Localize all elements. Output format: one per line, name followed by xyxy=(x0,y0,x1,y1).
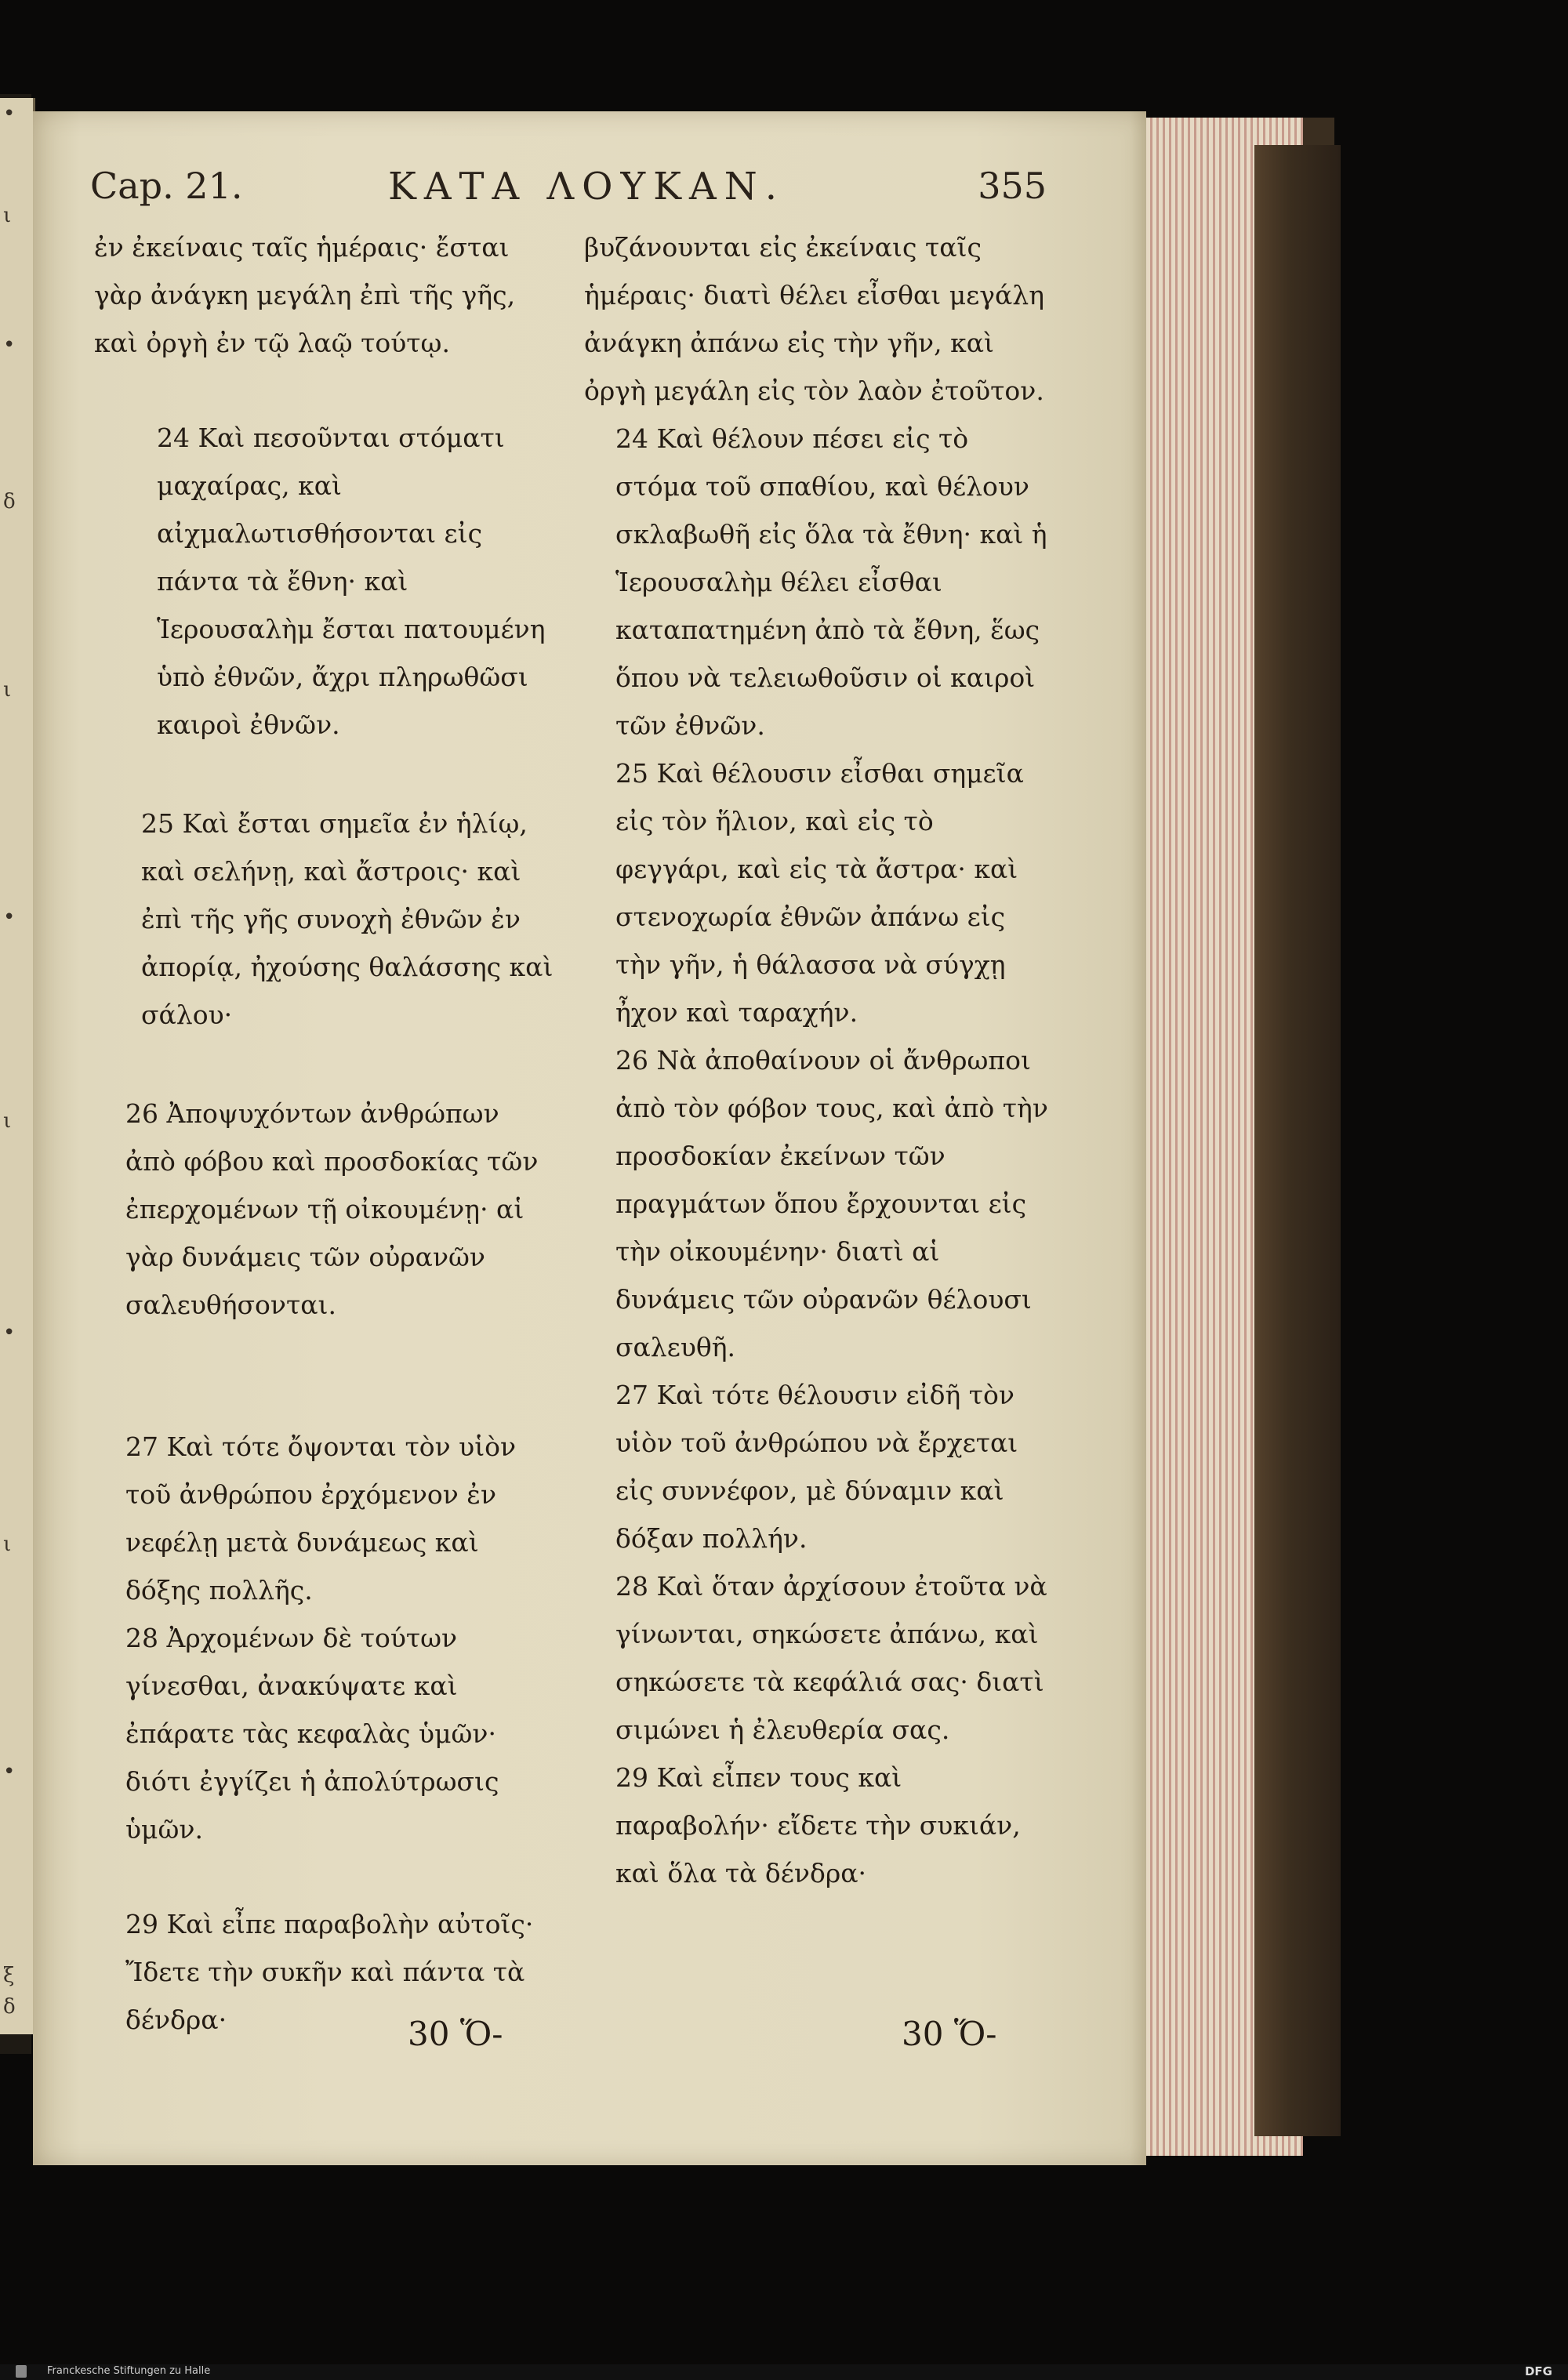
running-title: ΚΑΤΑ ΛΟΥΚΑΝ. xyxy=(388,165,785,209)
page-number: 355 xyxy=(978,165,1047,207)
verse-paragraph: ἐν ἐκείναις ταῖς ἡμέραις· ἔσται γὰρ ἀνάγκη μεγάλη ἐπὶ τῆς γῆς, καὶ ὀργὴ ἐν τῷ λαῷ τούτῳ. xyxy=(94,232,516,358)
viewer-footer xyxy=(0,2364,1568,2380)
verse-paragraph: 24 Καὶ πεσοῦνται στόματι μαχαίρας, καὶ αἰχμαλωτισθήσονται εἰς πάντα τὰ ἔθνη· καὶ Ἱερουσαλὴμ ἔσται πατουμένη ὑπὸ ἐθνῶν, ἄχρι πληρωθῶσι καιροὶ ἐθνῶν. xyxy=(157,423,546,740)
verse-paragraph: 26 Νὰ ἀποθαίνουν οἱ ἄνθρωποι ἀπὸ τὸν φόβον τους, καὶ ἀπὸ τὴν προσδοκίαν ἐκείνων τῶν πραγμάτων ὅπου ἔρχουνται εἰς τὴν οἰκουμένην· διατὶ αἱ δυνάμεις τῶν οὐρανῶν θέλουσι σαλευθῆ. xyxy=(615,1045,1048,1362)
verse-paragraph: 29 Καὶ εἶπε παραβολὴν αὐτοῖς· Ἴδετε τὴν συκῆν καὶ πάντα τὰ δένδρα· xyxy=(125,1909,534,2035)
margin-mark: • xyxy=(3,333,16,357)
margin-mark: ξ xyxy=(3,1964,15,1987)
running-head xyxy=(90,165,1047,219)
facing-page-edge xyxy=(0,98,35,2034)
verse-paragraph: 27 Καὶ τότε ὄψονται τὸν υἱὸν τοῦ ἀνθρώπου ἐρχόμενον ἐν νεφέλῃ μετὰ δυνάμεως καὶ δόξης πολλῆς. xyxy=(125,1431,517,1605)
book-spine xyxy=(1254,145,1341,2136)
verse-paragraph: 25 Καὶ ἔσται σημεῖα ἐν ἡλίῳ, καὶ σελήνῃ, καὶ ἄστροις· καὶ ἐπὶ τῆς γῆς συνοχὴ ἐθνῶν ἐν ἀπορίᾳ, ἠχούσης θαλάσσης καὶ σάλου· xyxy=(141,808,554,1030)
margin-mark: • xyxy=(3,102,16,125)
greek-column xyxy=(94,223,557,2044)
catchword-right: 30 Ὅ- xyxy=(902,2015,997,2053)
catchword-left: 30 Ὅ- xyxy=(408,2015,503,2053)
margin-mark: ι xyxy=(3,678,12,702)
verse-paragraph: 24 Καὶ θέλουν πέσει εἰς τὸ στόμα τοῦ σπαθίου, καὶ θέλουν σκλαβωθῆ εἰς ὅλα τὰ ἔθνη· καὶ ἡ Ἱερουσαλὴμ θέλει εἶσθαι καταπατημένη ἀπὸ τὰ ἔθνη, ἕως ὅπου νὰ τελειωθοῦσιν οἱ καιροὶ τῶν ἐθνῶν. xyxy=(615,423,1047,741)
dfg-logo: DFG xyxy=(1524,2364,1552,2378)
margin-mark: ι xyxy=(3,1533,12,1556)
institution-name: Franckesche Stiftungen zu Halle xyxy=(47,2365,211,2377)
margin-mark: ι xyxy=(3,1109,12,1133)
margin-mark: δ xyxy=(3,490,16,513)
margin-mark: • xyxy=(3,1760,16,1783)
institution-logo-icon xyxy=(16,2365,27,2378)
margin-mark: • xyxy=(3,1321,16,1344)
verse-paragraph: βυζάνουνται εἰς ἐκείναις ταῖς ἡμέραις· διατὶ θέλει εἶσθαι μεγάλη ἀνάγκη ἀπάνω εἰς τὴν γῆν, καὶ ὀργὴ μεγάλη εἰς τὸν λαὸν ἐτοῦτον. xyxy=(584,232,1044,406)
chapter-label: Cap. 21. xyxy=(90,165,243,207)
margin-mark: δ xyxy=(3,1995,16,2019)
vernacular-column xyxy=(584,223,1054,1897)
verse-paragraph: 29 Καὶ εἶπεν τους καὶ παραβολήν· εἴδετε τὴν συκιάν, καὶ ὅλα τὰ δένδρα· xyxy=(615,1762,1021,1888)
verse-paragraph: 27 Καὶ τότε θέλουσιν εἰδῆ τὸν υἱὸν τοῦ ἀνθρώπου νὰ ἔρχεται εἰς συννέφον, μὲ δύναμιν καὶ δόξαν πολλήν. xyxy=(615,1380,1018,1554)
margin-mark: ι xyxy=(3,204,12,227)
margin-mark: • xyxy=(3,905,16,929)
verse-paragraph: 28 Καὶ ὅταν ἀρχίσουν ἐτοῦτα νὰ γίνωνται, σηκώσετε ἀπάνω, καὶ σηκώσετε τὰ κεφάλιά σας· διατὶ σιμώνει ἡ ἐλευθερία σας. xyxy=(615,1571,1047,1745)
verse-paragraph: 25 Καὶ θέλουσιν εἶσθαι σημεῖα εἰς τὸν ἥλιον, καὶ εἰς τὸ φεγγάρι, καὶ εἰς τὰ ἄστρα· καὶ στενοχωρία ἐθνῶν ἀπάνω εἰς τὴν γῆν, ἡ θάλασσα νὰ σύγχῃ ἦχον καὶ ταραχήν. xyxy=(615,758,1024,1028)
verse-paragraph: 28 Ἀρχομένων δὲ τούτων γίνεσθαι, ἀνακύψατε καὶ ἐπάρατε τὰς κεφαλὰς ὑμῶν· διότι ἐγγίζει ἡ ἀπολύτρωσις ὑμῶν. xyxy=(125,1623,499,1845)
verse-paragraph: 26 Ἀποψυχόντων ἀνθρώπων ἀπὸ φόβου καὶ προσδοκίας τῶν ἐπερχομένων τῇ οἰκουμένῃ· αἱ γὰρ δυνάμεις τῶν οὐρανῶν σαλευθήσονται. xyxy=(125,1098,539,1320)
